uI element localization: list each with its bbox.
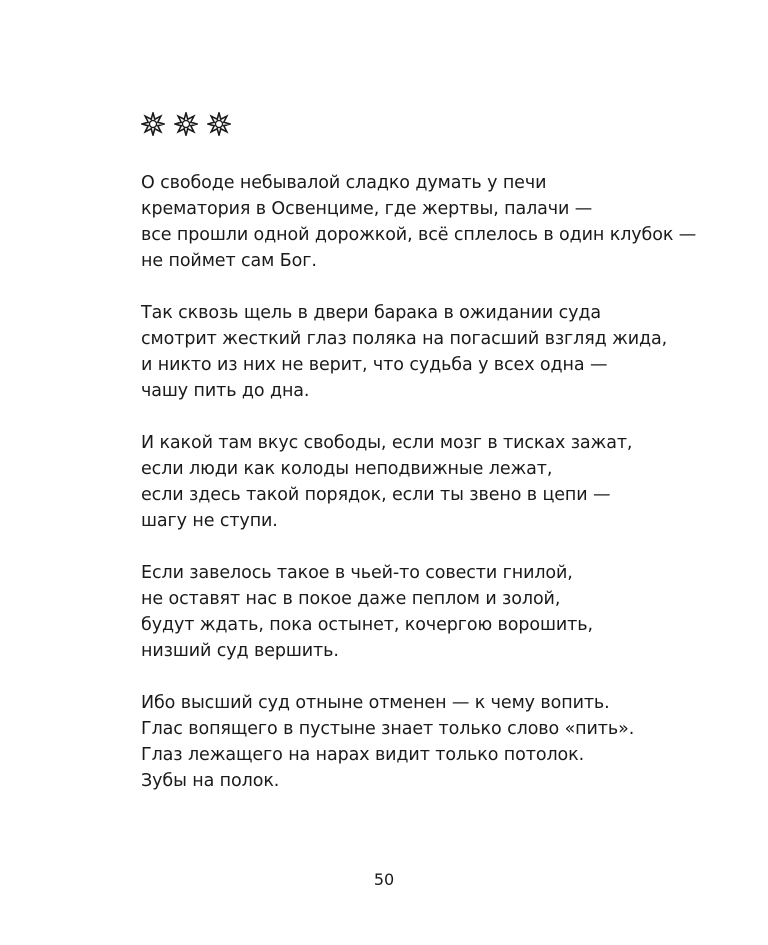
poem-line: если здесь такой порядок, если ты звено в цепи — bbox=[141, 485, 611, 505]
poem-line: не поймет сам Бог. bbox=[141, 251, 317, 271]
poem-line: все прошли одной дорожкой, всё сплелось в один клубок — bbox=[141, 225, 697, 245]
poem-line: Ибо высший суд отныне отменен — к чему вопить. bbox=[141, 693, 610, 713]
poem-line: чашу пить до дна. bbox=[141, 381, 310, 401]
poem-line: Так сквозь щель в двери барака в ожидании суда bbox=[141, 303, 602, 323]
stanza-2 bbox=[141, 300, 701, 404]
sunburst-icon-shape bbox=[207, 112, 231, 136]
poem-line: будут ждать, пока остынет, кочергою ворошить, bbox=[141, 615, 593, 635]
poem-line: если люди как колоды неподвижные лежат, bbox=[141, 459, 553, 479]
poem-line: И какой там вкус свободы, если мозг в тисках зажат, bbox=[141, 433, 633, 453]
sunburst-icon-shape bbox=[141, 112, 165, 136]
stanza-5 bbox=[141, 690, 701, 794]
page-number: 50 bbox=[373, 870, 395, 889]
sunburst-icon bbox=[174, 112, 198, 136]
stanza-4 bbox=[141, 560, 701, 664]
poem-line: Глас вопящего в пустыне знает только слово «пить». bbox=[141, 719, 635, 739]
poem-line: Если завелось такое в чьей-то совести гнилой, bbox=[141, 563, 573, 583]
poem-line: не оставят нас в покое даже пеплом и золой, bbox=[141, 589, 561, 609]
sunburst-icon bbox=[207, 112, 231, 136]
poem-line: крематория в Освенциме, где жертвы, палачи — bbox=[141, 199, 593, 219]
poem-line: низший суд вершить. bbox=[141, 641, 339, 661]
stanza-1 bbox=[141, 170, 701, 274]
poem-line: и никто из них не верит, что судьба у всех одна — bbox=[141, 355, 608, 375]
sunburst-icon-shape bbox=[174, 112, 198, 136]
poem-line: О свободе небывалой сладко думать у печи bbox=[141, 173, 547, 193]
section-ornament bbox=[141, 112, 231, 136]
poem-line: Зубы на полок. bbox=[141, 771, 280, 791]
poem-line: Глаз лежащего на нарах видит только потолок. bbox=[141, 745, 585, 765]
poem-body bbox=[141, 170, 701, 820]
stanza-3 bbox=[141, 430, 701, 534]
sunburst-icon bbox=[141, 112, 165, 136]
poem-line: смотрит жесткий глаз поляка на погасший взгляд жида, bbox=[141, 329, 668, 349]
poem-line: шагу не ступи. bbox=[141, 511, 278, 531]
